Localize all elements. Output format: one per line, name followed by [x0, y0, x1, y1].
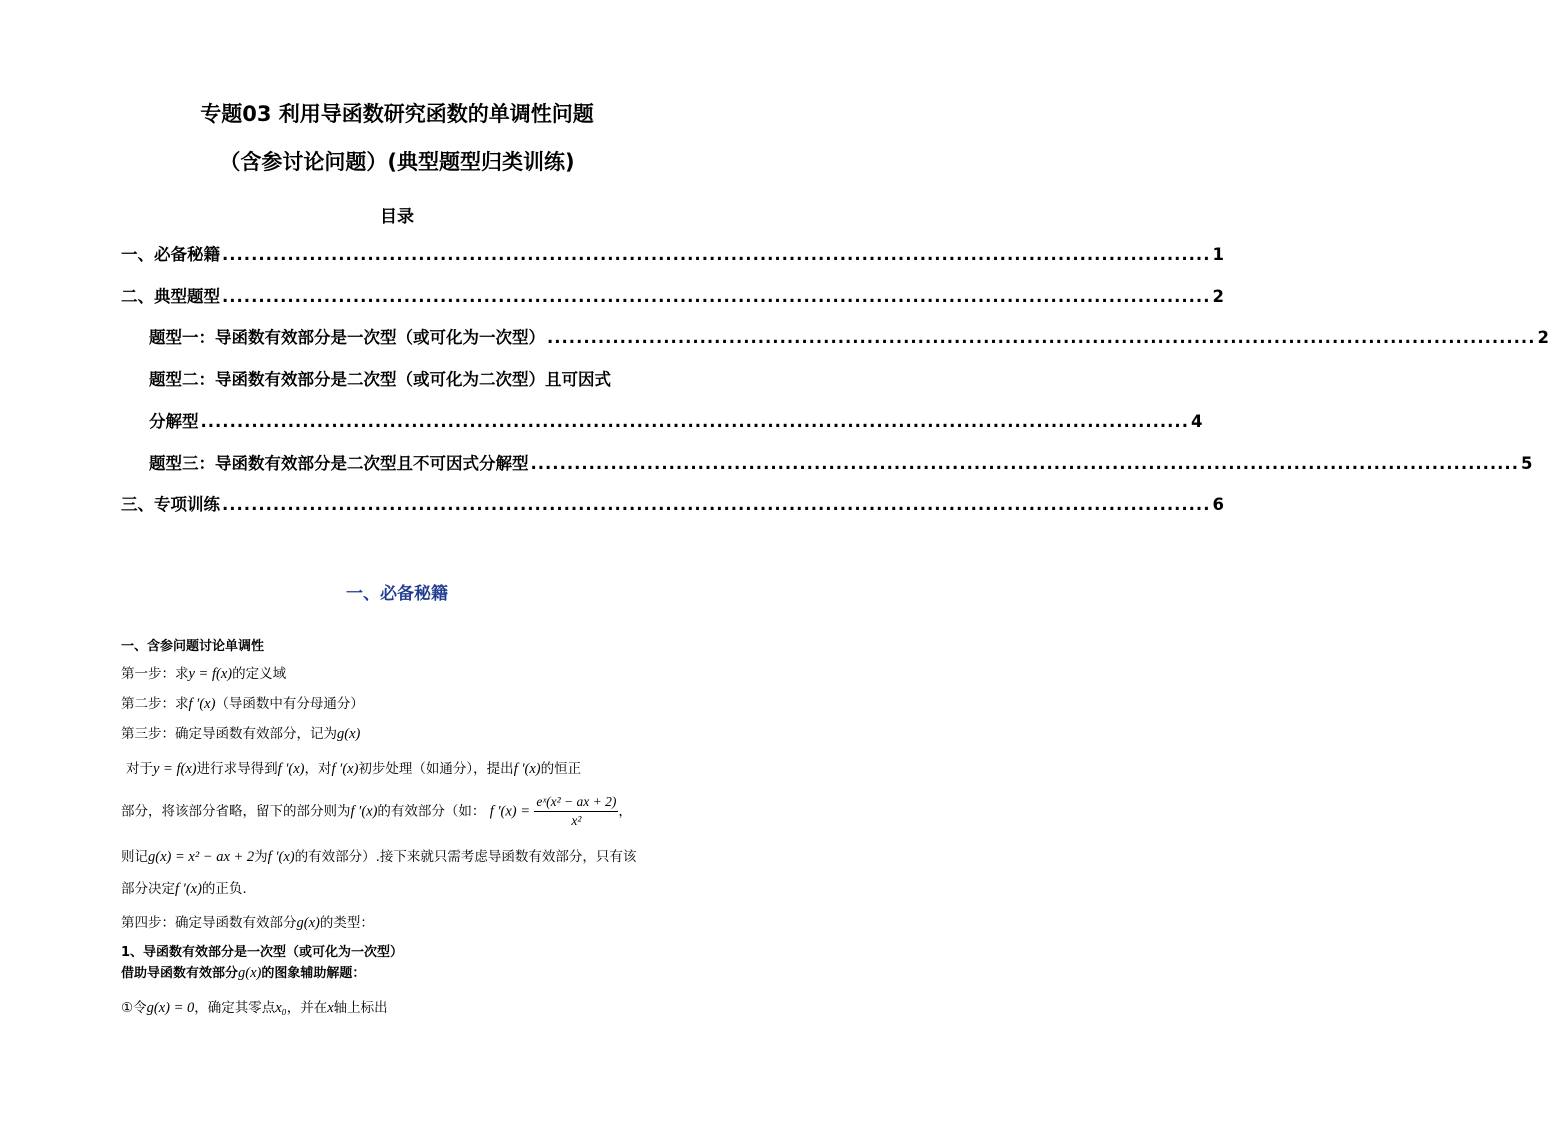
paragraph-text: 则记: [121, 849, 148, 865]
math-expression: f ′(x): [267, 849, 295, 865]
paragraph-text: 部分，将该部分省略，留下的部分则为: [121, 803, 351, 820]
math-expression: g(x): [238, 965, 262, 981]
document-title-line2: （含参讨论问题）(典型题型归类训练): [219, 150, 575, 174]
paragraph-text: ，对: [304, 761, 332, 777]
math-expression: f ′(x): [175, 881, 202, 897]
case-text: 借助导函数有效部分: [121, 966, 239, 981]
toc-item-type3[interactable]: [149, 450, 1533, 474]
paragraph-text: 部分决定: [121, 881, 175, 897]
toc-leader-dots: ........................................................................................................................................: [222, 495, 1211, 514]
math-expression: g(x) = 0: [146, 1000, 195, 1016]
toc-leader-dots: ........................................................................................................................................: [222, 245, 1211, 264]
toc-item-type2-line1[interactable]: 题型二：导函数有效部分是二次型（或可化为二次型）且可因式: [149, 370, 611, 389]
step-text: 第一步：求: [121, 666, 189, 682]
step-text: （导函数中有分母通分）: [215, 696, 364, 712]
paragraph-line-4: [121, 877, 247, 898]
case-1-item-1: [121, 996, 388, 1017]
case-text: 的图象辅助解题：: [261, 966, 366, 981]
paragraph-text: 的有效部分（如：: [377, 803, 486, 820]
case-text: ，确定其零点: [194, 1000, 276, 1016]
toc-item-label: 题型一：导函数有效部分是一次型（或可化为一次型）: [149, 328, 545, 347]
toc-leader-dots: ........................................................................................................................................: [530, 454, 1519, 473]
step-text: 第二步：求: [121, 696, 189, 712]
math-expression: y = f(x): [153, 761, 197, 777]
math-expression: g(x) = x² − ax + 2: [148, 849, 255, 865]
toc-leader-dots: ........................................................................................................................................: [200, 412, 1189, 431]
toc-item-label: 分解型: [149, 412, 199, 431]
math-expression: f ′(x): [188, 696, 216, 712]
fraction-numerator: eˣ(x² − ax + 2): [534, 794, 618, 812]
section-heading: 一、必备秘籍: [346, 584, 448, 604]
step-text: 的类型：: [319, 915, 374, 931]
paragraph-line-3: [121, 845, 636, 866]
paragraph-text: 的有效部分）.接下来就只需考虑导函数有效部分，只有该: [294, 849, 637, 865]
example-fraction: [534, 794, 618, 829]
toc-item-page: 5: [1520, 454, 1533, 473]
math-expression: g(x): [296, 915, 320, 931]
math-expression: f ′(x): [277, 761, 305, 777]
step-2: [121, 692, 364, 713]
case-text: 轴上标出: [333, 1000, 388, 1016]
paragraph-text: 的正负.: [201, 881, 247, 897]
toc-item-label: 三、专项训练: [121, 495, 220, 514]
toc-item-page: 2: [1212, 287, 1224, 306]
step-text: 的定义域: [232, 666, 287, 682]
paragraph-text: ，: [618, 803, 632, 820]
toc-item-type2[interactable]: [149, 408, 1203, 432]
case-1-title: 1、导函数有效部分是一次型（或可化为一次型）: [121, 945, 404, 960]
toc-item-page: 1: [1212, 245, 1224, 264]
case-text: ①令: [121, 1000, 147, 1016]
document-title-line1: 专题03 利用导函数研究函数的单调性问题: [200, 102, 594, 126]
toc-leader-dots: ........................................................................................................................................: [222, 287, 1211, 306]
step-text: 第三步：确定导函数有效部分，记为: [121, 726, 337, 742]
step-text: 第四步：确定导函数有效部分: [121, 915, 297, 931]
toc-item-label: 一、必备秘籍: [121, 245, 220, 264]
math-expression: f ′(x) =: [489, 803, 531, 820]
toc-item-label: 二、典型题型: [121, 287, 220, 306]
toc-heading: 目录: [380, 207, 414, 227]
subheading: 一、含参问题讨论单调性: [121, 639, 265, 654]
step-1: [121, 662, 286, 683]
paragraph-line-2: [121, 794, 632, 829]
toc-leader-dots: ........................................................................................................................................: [547, 328, 1536, 347]
math-expression: f ′(x): [350, 803, 378, 820]
paragraph-text: 初步处理（如通分），提出: [358, 761, 514, 777]
toc-item-type1[interactable]: [149, 324, 1549, 348]
paragraph-text: 的恒正: [540, 761, 582, 777]
math-expression: x₀: [275, 1000, 287, 1016]
toc-item-page: 2: [1537, 328, 1549, 347]
toc-item-label: 题型三：导函数有效部分是二次型且不可因式分解型: [149, 454, 529, 473]
paragraph-line-1: [126, 757, 581, 778]
fraction-denominator: x²: [571, 813, 582, 828]
case-text: ，并在: [286, 1000, 328, 1016]
math-expression: x: [327, 1000, 334, 1016]
toc-item-page: 4: [1190, 412, 1203, 431]
case-1-line-2: [121, 962, 365, 982]
paragraph-text: 为: [254, 849, 268, 865]
paragraph-text: 进行求导得到: [196, 761, 278, 777]
toc-item-typical[interactable]: [121, 283, 1224, 307]
toc-item-page: 6: [1212, 495, 1224, 514]
math-expression: g(x): [337, 726, 361, 742]
step-4: [121, 911, 374, 932]
step-3: [121, 722, 360, 743]
toc-item-secrets[interactable]: [121, 241, 1224, 265]
toc-item-training[interactable]: [121, 491, 1224, 515]
math-expression: y = f(x): [188, 666, 233, 682]
paragraph-text: 对于: [126, 761, 153, 777]
math-expression: f ′(x): [513, 761, 541, 777]
math-expression: f ′(x): [331, 761, 359, 777]
